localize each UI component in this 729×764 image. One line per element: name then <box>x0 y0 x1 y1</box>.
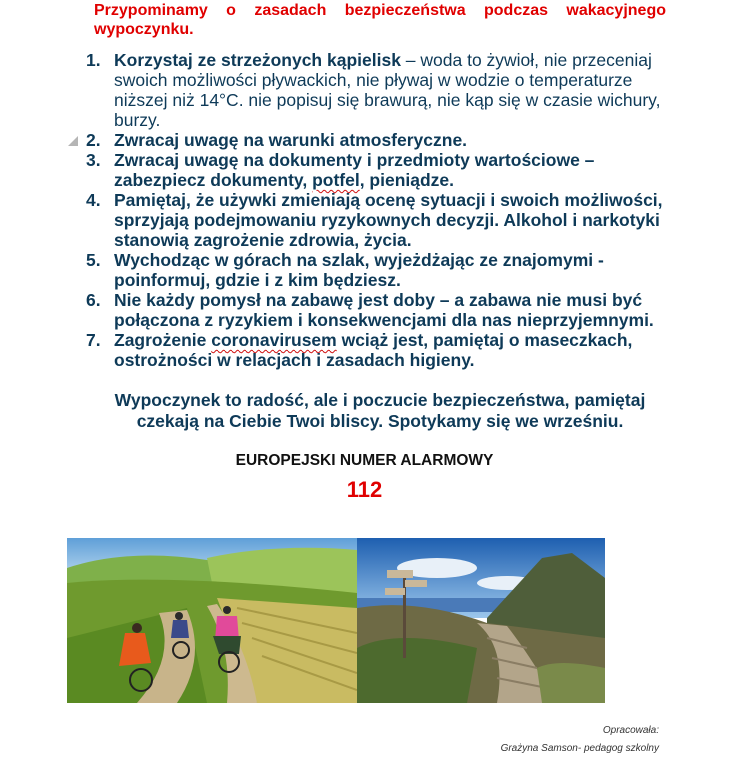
alarm-number: 112 <box>346 477 383 502</box>
paragraph-marker-icon <box>68 136 78 146</box>
rule-text: Nie każdy pomysł na zabawę jest doby – a zabawa nie musi być połączona z ryzykiem i konsekwencjami dla nas nieprzyjemnymi. <box>114 290 654 330</box>
cyclists-photo <box>67 538 357 703</box>
rule-text: Zwracaj uwagę na dokumenty i przedmioty wartościowe – zabezpiecz dokumenty, <box>114 150 595 190</box>
rule-number: 4. <box>86 190 101 210</box>
credit-label: Opracowała: <box>602 725 659 736</box>
rule-text: wciąż jest, pamiętaj o maseczkach, ostrożności w relacjach i zasadach higieny. <box>114 330 633 370</box>
credit-author: Grażyna Samson- pedagog szkolny <box>500 743 659 754</box>
rule-item <box>86 130 676 150</box>
rule-text: Zagrożenie <box>114 330 212 350</box>
rule-number: 7. <box>86 330 101 350</box>
rule-number: 1. <box>86 50 101 70</box>
rule-number: 2. <box>86 130 101 150</box>
rule-text: Zwracaj uwagę na warunki atmosferyczne. <box>114 130 468 150</box>
rule-number: 6. <box>86 290 101 310</box>
rule-text: Wychodząc w górach na szlak, wyjeżdżając ze znajomymi - poinformuj, gdzie i z kim będziesz. <box>114 250 604 290</box>
rule-item <box>86 290 676 330</box>
rule-text: Pamiętaj, że używki zmieniają ocenę sytuacji i swoich możliwości, sprzyjają podejmowaniu ryzykownych decyzji. Alkohol i narkotyki stanowią zagrożenie zdrowia, życia. <box>114 190 663 250</box>
alarm-number-label: EUROPEJSKI NUMER ALARMOWY <box>235 452 494 469</box>
closing-message: Wypoczynek to radość, ale i poczucie bezpieczeństwa, pamiętaj czekają na Ciebie Twoi bliscy. Spotykamy się we wrześniu. <box>114 390 646 431</box>
rule-item <box>86 250 676 290</box>
safety-rules-list <box>86 50 676 370</box>
rule-item <box>86 150 676 190</box>
spelling-flagged-word: coronavirusem <box>211 330 337 350</box>
author-credit <box>501 722 659 758</box>
rule-item <box>86 50 676 130</box>
rule-number: 3. <box>86 150 101 170</box>
spelling-flagged-word: potfel <box>312 170 360 190</box>
rule-text-bold: Korzystaj ze strzeżonych kąpielisk <box>114 50 401 70</box>
rule-number: 5. <box>86 250 101 270</box>
rule-text: – woda to żywioł, nie przeceniaj swoich możliwości pływackich, nie pływaj w wodzie o temperaturze niższej niż 14°C. nie popisuj się brawurą, nie kąp się w czasie wichury, burzy. <box>114 50 661 130</box>
rule-item <box>86 190 676 250</box>
header-reminder: Przypominamy o zasadach bezpieczeństwa podczas wakacyjnego wypoczynku. <box>94 2 666 38</box>
rule-text: , pieniądze. <box>359 170 455 190</box>
mountain-trail-photo <box>357 538 605 703</box>
rule-item <box>86 330 676 370</box>
